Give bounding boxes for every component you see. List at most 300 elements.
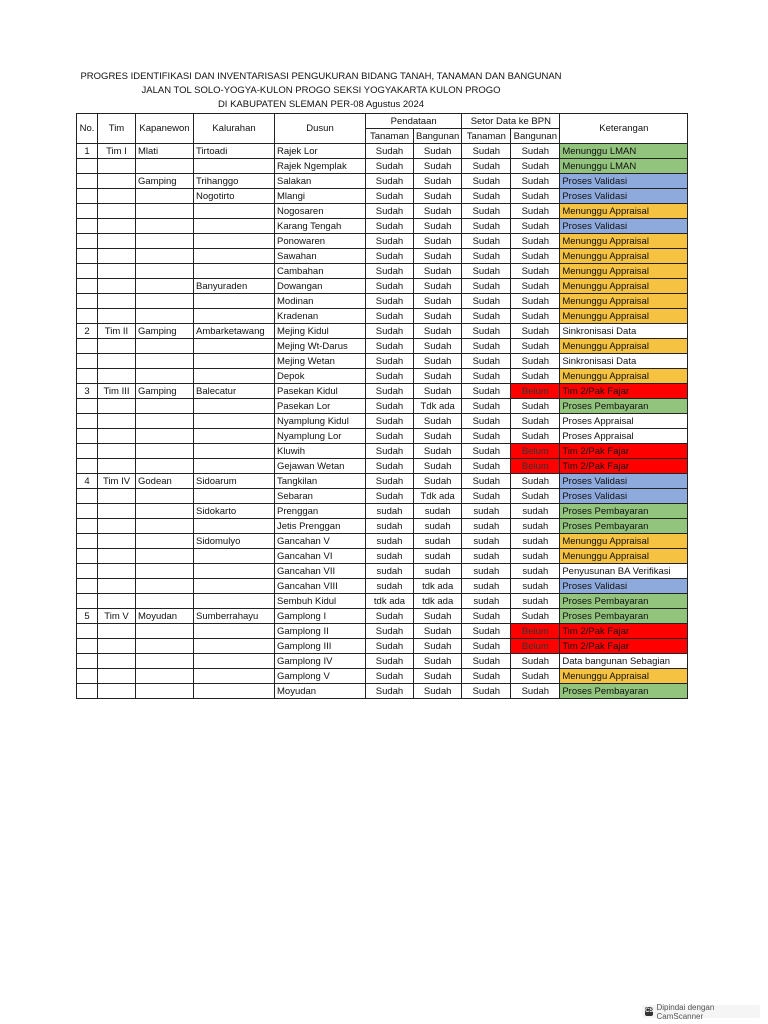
cell-tim (98, 459, 136, 474)
cell-setor-bangunan: Belum (511, 444, 560, 459)
cell-pendataan-tanaman: Sudah (366, 144, 414, 159)
cell-pendataan-bangunan: Sudah (414, 204, 462, 219)
cell-dusun: Dowangan (275, 279, 366, 294)
cell-pendataan-bangunan: sudah (414, 549, 462, 564)
cell-no (77, 174, 98, 189)
cell-dusun: Tangkilan (275, 474, 366, 489)
cell-setor-bangunan: Sudah (511, 474, 560, 489)
cell-no (77, 369, 98, 384)
cell-kapanewon (136, 309, 194, 324)
cell-pendataan-bangunan: tdk ada (414, 594, 462, 609)
cell-setor-bangunan: Sudah (511, 189, 560, 204)
cell-keterangan: Proses Pembayaran (560, 519, 688, 534)
cell-pendataan-bangunan: Sudah (414, 474, 462, 489)
cell-kapanewon: Godean (136, 474, 194, 489)
cell-kalurahan (194, 639, 275, 654)
cell-kapanewon (136, 219, 194, 234)
cell-pendataan-tanaman: sudah (366, 519, 414, 534)
cell-pendataan-tanaman: sudah (366, 579, 414, 594)
cell-pendataan-tanaman: Sudah (366, 444, 414, 459)
cell-dusun: Gancahan VIII (275, 579, 366, 594)
cell-tim (98, 159, 136, 174)
cell-setor-bangunan: Sudah (511, 174, 560, 189)
cell-no (77, 564, 98, 579)
table-row (77, 564, 688, 579)
cell-pendataan-tanaman: Sudah (366, 639, 414, 654)
cell-kalurahan: Ambarketawang (194, 324, 275, 339)
cell-setor-tanaman: sudah (462, 594, 511, 609)
cell-pendataan-tanaman: Sudah (366, 624, 414, 639)
cell-pendataan-tanaman: Sudah (366, 474, 414, 489)
cell-pendataan-bangunan: Sudah (414, 639, 462, 654)
cell-no (77, 534, 98, 549)
cell-setor-bangunan: sudah (511, 519, 560, 534)
cell-dusun: Nyamplung Lor (275, 429, 366, 444)
cell-kalurahan (194, 489, 275, 504)
cell-pendataan-tanaman: Sudah (366, 219, 414, 234)
cell-dusun: Rajek Lor (275, 144, 366, 159)
cell-setor-tanaman: sudah (462, 549, 511, 564)
cell-setor-tanaman: sudah (462, 504, 511, 519)
cell-pendataan-bangunan: Tdk ada (414, 399, 462, 414)
subheader-setor-tanaman: Tanaman (462, 129, 511, 144)
cell-pendataan-tanaman: Sudah (366, 684, 414, 699)
cell-no (77, 519, 98, 534)
cell-no (77, 429, 98, 444)
cell-dusun: Gejawan Wetan (275, 459, 366, 474)
cell-no (77, 189, 98, 204)
header-kapanewon: Kapanewon (136, 114, 194, 144)
cell-kapanewon (136, 579, 194, 594)
progress-table (76, 113, 688, 699)
cell-kapanewon (136, 534, 194, 549)
cell-setor-tanaman: Sudah (462, 609, 511, 624)
cell-setor-tanaman: Sudah (462, 489, 511, 504)
cell-setor-tanaman: Sudah (462, 189, 511, 204)
header-kalurahan: Kalurahan (194, 114, 275, 144)
table-row (77, 279, 688, 294)
cell-setor-bangunan: sudah (511, 594, 560, 609)
table-row (77, 639, 688, 654)
cell-setor-tanaman: sudah (462, 534, 511, 549)
cell-setor-tanaman: Sudah (462, 369, 511, 384)
cell-keterangan: Menunggu Appraisal (560, 234, 688, 249)
cell-pendataan-bangunan: Sudah (414, 429, 462, 444)
cell-setor-tanaman: Sudah (462, 384, 511, 399)
cell-kapanewon (136, 279, 194, 294)
cell-tim (98, 369, 136, 384)
cell-keterangan: Proses Pembayaran (560, 504, 688, 519)
table-row (77, 174, 688, 189)
cell-setor-tanaman: Sudah (462, 249, 511, 264)
cell-kalurahan: Nogotirto (194, 189, 275, 204)
cell-kapanewon (136, 684, 194, 699)
cell-dusun: Gamplong V (275, 669, 366, 684)
cell-pendataan-bangunan: Sudah (414, 189, 462, 204)
cell-dusun: Cambahan (275, 264, 366, 279)
cell-no (77, 489, 98, 504)
cell-pendataan-tanaman: Sudah (366, 669, 414, 684)
cell-setor-tanaman: Sudah (462, 159, 511, 174)
cell-tim: Tim V (98, 609, 136, 624)
cell-dusun: Depok (275, 369, 366, 384)
table-row (77, 234, 688, 249)
cell-kalurahan: Trihanggo (194, 174, 275, 189)
cell-kapanewon (136, 444, 194, 459)
cell-pendataan-tanaman: Sudah (366, 429, 414, 444)
cell-keterangan: Tim 2/Pak Fajar (560, 384, 688, 399)
cell-setor-tanaman: Sudah (462, 624, 511, 639)
cell-tim (98, 624, 136, 639)
header-tim: Tim (98, 114, 136, 144)
cell-setor-tanaman: Sudah (462, 444, 511, 459)
cell-kalurahan (194, 654, 275, 669)
cell-kalurahan: Sidokarto (194, 504, 275, 519)
cell-setor-bangunan: Sudah (511, 294, 560, 309)
cell-pendataan-bangunan: Sudah (414, 444, 462, 459)
table-row (77, 684, 688, 699)
cell-keterangan: Tim 2/Pak Fajar (560, 624, 688, 639)
table-row (77, 354, 688, 369)
cell-kalurahan (194, 264, 275, 279)
table-row (77, 579, 688, 594)
cell-keterangan: Menunggu Appraisal (560, 294, 688, 309)
cell-kapanewon (136, 654, 194, 669)
cell-keterangan: Proses Pembayaran (560, 594, 688, 609)
table-row (77, 549, 688, 564)
cell-no (77, 624, 98, 639)
cell-dusun: Modinan (275, 294, 366, 309)
cell-kalurahan: Balecatur (194, 384, 275, 399)
cell-dusun: Gamplong IV (275, 654, 366, 669)
cell-kapanewon (136, 204, 194, 219)
cell-keterangan: Proses Pembayaran (560, 609, 688, 624)
cell-kalurahan (194, 549, 275, 564)
cell-pendataan-tanaman: Sudah (366, 609, 414, 624)
cell-tim (98, 429, 136, 444)
cell-pendataan-bangunan: Sudah (414, 654, 462, 669)
cell-setor-bangunan: Sudah (511, 159, 560, 174)
cell-setor-tanaman: Sudah (462, 219, 511, 234)
cell-no (77, 309, 98, 324)
cell-dusun: Mejing Kidul (275, 324, 366, 339)
cell-setor-tanaman: Sudah (462, 279, 511, 294)
cell-setor-tanaman: Sudah (462, 654, 511, 669)
header-no: No. (77, 114, 98, 144)
cell-setor-bangunan: sudah (511, 504, 560, 519)
cell-kapanewon (136, 624, 194, 639)
cell-kapanewon (136, 264, 194, 279)
cell-pendataan-bangunan: Sudah (414, 234, 462, 249)
cell-no: 1 (77, 144, 98, 159)
cell-no (77, 654, 98, 669)
cell-pendataan-bangunan: Sudah (414, 414, 462, 429)
cell-pendataan-tanaman: sudah (366, 564, 414, 579)
cell-setor-tanaman: Sudah (462, 339, 511, 354)
table-row (77, 189, 688, 204)
header-setor-data: Setor Data ke BPN (462, 114, 560, 129)
cell-no (77, 579, 98, 594)
cell-kapanewon (136, 459, 194, 474)
cell-setor-bangunan: Belum (511, 639, 560, 654)
cell-keterangan: Menunggu Appraisal (560, 309, 688, 324)
table-row (77, 144, 688, 159)
cell-no: 5 (77, 609, 98, 624)
watermark-text: Dipindai dengan CamScanner (656, 1002, 715, 1021)
cell-pendataan-tanaman: Sudah (366, 264, 414, 279)
cell-tim: Tim II (98, 324, 136, 339)
cell-setor-bangunan: Sudah (511, 654, 560, 669)
cell-kapanewon: Gamping (136, 324, 194, 339)
table-row (77, 414, 688, 429)
table-row (77, 219, 688, 234)
cell-dusun: Salakan (275, 174, 366, 189)
cell-dusun: Nogosaren (275, 204, 366, 219)
cell-keterangan: Menunggu Appraisal (560, 264, 688, 279)
cell-setor-bangunan: Sudah (511, 489, 560, 504)
cell-pendataan-bangunan: Sudah (414, 264, 462, 279)
cell-no: 3 (77, 384, 98, 399)
cell-keterangan: Menunggu Appraisal (560, 369, 688, 384)
cell-pendataan-bangunan: Sudah (414, 324, 462, 339)
cell-pendataan-tanaman: Sudah (366, 234, 414, 249)
cell-tim (98, 444, 136, 459)
cell-setor-bangunan: Sudah (511, 399, 560, 414)
cell-tim (98, 504, 136, 519)
cell-pendataan-tanaman: Sudah (366, 399, 414, 414)
cell-kapanewon (136, 669, 194, 684)
cell-dusun: Kradenan (275, 309, 366, 324)
cell-dusun: Gamplong III (275, 639, 366, 654)
cell-kapanewon (136, 399, 194, 414)
cell-tim (98, 234, 136, 249)
cell-kapanewon (136, 564, 194, 579)
cell-dusun: Kluwih (275, 444, 366, 459)
cell-no (77, 549, 98, 564)
cell-setor-tanaman: sudah (462, 579, 511, 594)
cell-tim (98, 414, 136, 429)
table-row (77, 474, 688, 489)
cell-pendataan-tanaman: Sudah (366, 309, 414, 324)
cell-kapanewon: Moyudan (136, 609, 194, 624)
cell-kapanewon (136, 369, 194, 384)
cell-no: 2 (77, 324, 98, 339)
cell-no (77, 414, 98, 429)
cell-pendataan-tanaman: Sudah (366, 294, 414, 309)
cell-tim (98, 669, 136, 684)
cell-kalurahan (194, 669, 275, 684)
table-body (77, 144, 688, 699)
cell-pendataan-bangunan: Sudah (414, 459, 462, 474)
cell-setor-bangunan: Sudah (511, 339, 560, 354)
cell-setor-tanaman: sudah (462, 564, 511, 579)
table-row (77, 324, 688, 339)
cell-dusun: Jetis Prenggan (275, 519, 366, 534)
cell-setor-tanaman: Sudah (462, 684, 511, 699)
cell-pendataan-tanaman: Sudah (366, 414, 414, 429)
cell-no: 4 (77, 474, 98, 489)
cell-setor-bangunan: sudah (511, 564, 560, 579)
cell-pendataan-tanaman: Sudah (366, 279, 414, 294)
cell-pendataan-bangunan: Sudah (414, 279, 462, 294)
cell-kapanewon (136, 249, 194, 264)
cell-tim (98, 399, 136, 414)
cell-pendataan-bangunan: Sudah (414, 339, 462, 354)
table-row (77, 399, 688, 414)
table-row (77, 369, 688, 384)
cell-pendataan-bangunan: Sudah (414, 174, 462, 189)
cell-setor-bangunan: Sudah (511, 684, 560, 699)
table-row (77, 669, 688, 684)
cell-setor-bangunan: Sudah (511, 204, 560, 219)
cell-no (77, 204, 98, 219)
cell-kapanewon (136, 594, 194, 609)
cell-setor-tanaman: Sudah (462, 234, 511, 249)
cell-kapanewon (136, 234, 194, 249)
cell-no (77, 354, 98, 369)
cell-pendataan-bangunan: Tdk ada (414, 489, 462, 504)
doc-title-line2: JALAN TOL SOLO-YOGYA-KULON PROGO SEKSI YOGYAKARTA KULON PROGO (141, 85, 501, 96)
cell-keterangan: Proses Validasi (560, 189, 688, 204)
cell-no (77, 459, 98, 474)
cell-setor-tanaman: Sudah (462, 399, 511, 414)
cell-keterangan: Data bangunan Sebagian (560, 654, 688, 669)
cell-pendataan-tanaman: Sudah (366, 204, 414, 219)
cell-pendataan-tanaman: Sudah (366, 324, 414, 339)
cell-keterangan: Sinkronisasi Data (560, 354, 688, 369)
cell-kapanewon (136, 489, 194, 504)
cell-pendataan-tanaman: Sudah (366, 384, 414, 399)
cell-keterangan: Proses Pembayaran (560, 399, 688, 414)
cell-pendataan-bangunan: sudah (414, 504, 462, 519)
table-row (77, 594, 688, 609)
cell-setor-tanaman: Sudah (462, 144, 511, 159)
cell-no (77, 684, 98, 699)
doc-title-line3: DI KABUPATEN SLEMAN PER-08 Agustus 2024 (217, 99, 425, 110)
cell-kapanewon: Mlati (136, 144, 194, 159)
cell-keterangan: Proses Validasi (560, 579, 688, 594)
table-row (77, 309, 688, 324)
cell-pendataan-bangunan: Sudah (414, 144, 462, 159)
cell-tim: Tim I (98, 144, 136, 159)
cell-dusun: Gancahan VI (275, 549, 366, 564)
cell-setor-tanaman: Sudah (462, 669, 511, 684)
cell-dusun: Moyudan (275, 684, 366, 699)
cell-kalurahan: Tirtoadi (194, 144, 275, 159)
table-row (77, 249, 688, 264)
cell-tim (98, 564, 136, 579)
cell-pendataan-bangunan: sudah (414, 564, 462, 579)
cell-setor-bangunan: Sudah (511, 609, 560, 624)
cell-keterangan: Proses Appraisal (560, 414, 688, 429)
cell-setor-bangunan: Sudah (511, 369, 560, 384)
cell-keterangan: Menunggu Appraisal (560, 204, 688, 219)
cell-setor-bangunan: Sudah (511, 219, 560, 234)
cell-keterangan: Tim 2/Pak Fajar (560, 459, 688, 474)
cell-no (77, 339, 98, 354)
cell-setor-bangunan: sudah (511, 579, 560, 594)
cell-tim (98, 489, 136, 504)
cell-kapanewon (136, 159, 194, 174)
table-row (77, 654, 688, 669)
cell-tim (98, 594, 136, 609)
cell-keterangan: Proses Validasi (560, 219, 688, 234)
cell-pendataan-bangunan: Sudah (414, 669, 462, 684)
cell-kapanewon (136, 519, 194, 534)
cell-no (77, 264, 98, 279)
table-row (77, 294, 688, 309)
cell-kalurahan (194, 684, 275, 699)
cell-tim (98, 309, 136, 324)
cell-pendataan-tanaman: sudah (366, 534, 414, 549)
cell-pendataan-bangunan: Sudah (414, 309, 462, 324)
cell-pendataan-tanaman: sudah (366, 549, 414, 564)
cell-dusun: Pasekan Kidul (275, 384, 366, 399)
cell-pendataan-tanaman: Sudah (366, 654, 414, 669)
cell-tim (98, 519, 136, 534)
cell-setor-bangunan: Belum (511, 384, 560, 399)
cell-kapanewon (136, 639, 194, 654)
table-row (77, 204, 688, 219)
cell-no (77, 294, 98, 309)
cell-kalurahan (194, 309, 275, 324)
cell-setor-bangunan: sudah (511, 549, 560, 564)
cell-kalurahan (194, 204, 275, 219)
cell-kalurahan (194, 249, 275, 264)
cell-pendataan-tanaman: Sudah (366, 174, 414, 189)
cell-no (77, 159, 98, 174)
cell-dusun: Prenggan (275, 504, 366, 519)
subheader-setor-bangunan: Bangunan (511, 129, 560, 144)
camscanner-icon: CS (645, 1008, 654, 1014)
cell-pendataan-tanaman: Sudah (366, 489, 414, 504)
cell-keterangan: Proses Validasi (560, 174, 688, 189)
table-row (77, 384, 688, 399)
cell-kalurahan (194, 399, 275, 414)
cell-dusun: Ponowaren (275, 234, 366, 249)
cell-no (77, 399, 98, 414)
cell-kapanewon (136, 294, 194, 309)
table-row (77, 534, 688, 549)
cell-keterangan: Menunggu Appraisal (560, 549, 688, 564)
cell-keterangan: Menunggu LMAN (560, 159, 688, 174)
cell-pendataan-bangunan: Sudah (414, 384, 462, 399)
cell-setor-bangunan: Sudah (511, 279, 560, 294)
cell-keterangan: Proses Pembayaran (560, 684, 688, 699)
cell-setor-bangunan: Sudah (511, 429, 560, 444)
cell-tim (98, 549, 136, 564)
cell-setor-bangunan: Belum (511, 624, 560, 639)
cell-tim (98, 339, 136, 354)
camscanner-watermark (642, 1002, 760, 1021)
cell-pendataan-tanaman: Sudah (366, 249, 414, 264)
cell-setor-tanaman: Sudah (462, 294, 511, 309)
cell-tim (98, 249, 136, 264)
cell-keterangan: Menunggu Appraisal (560, 249, 688, 264)
cell-no (77, 444, 98, 459)
cell-kalurahan: Sumberrahayu (194, 609, 275, 624)
cell-tim (98, 204, 136, 219)
cell-setor-tanaman: Sudah (462, 459, 511, 474)
cell-kalurahan (194, 429, 275, 444)
cell-dusun: Rajek Ngemplak (275, 159, 366, 174)
subheader-pendataan-bangunan: Bangunan (414, 129, 462, 144)
cell-setor-bangunan: sudah (511, 534, 560, 549)
table-row (77, 444, 688, 459)
cell-keterangan: Tim 2/Pak Fajar (560, 444, 688, 459)
cell-tim (98, 279, 136, 294)
cell-kalurahan (194, 564, 275, 579)
